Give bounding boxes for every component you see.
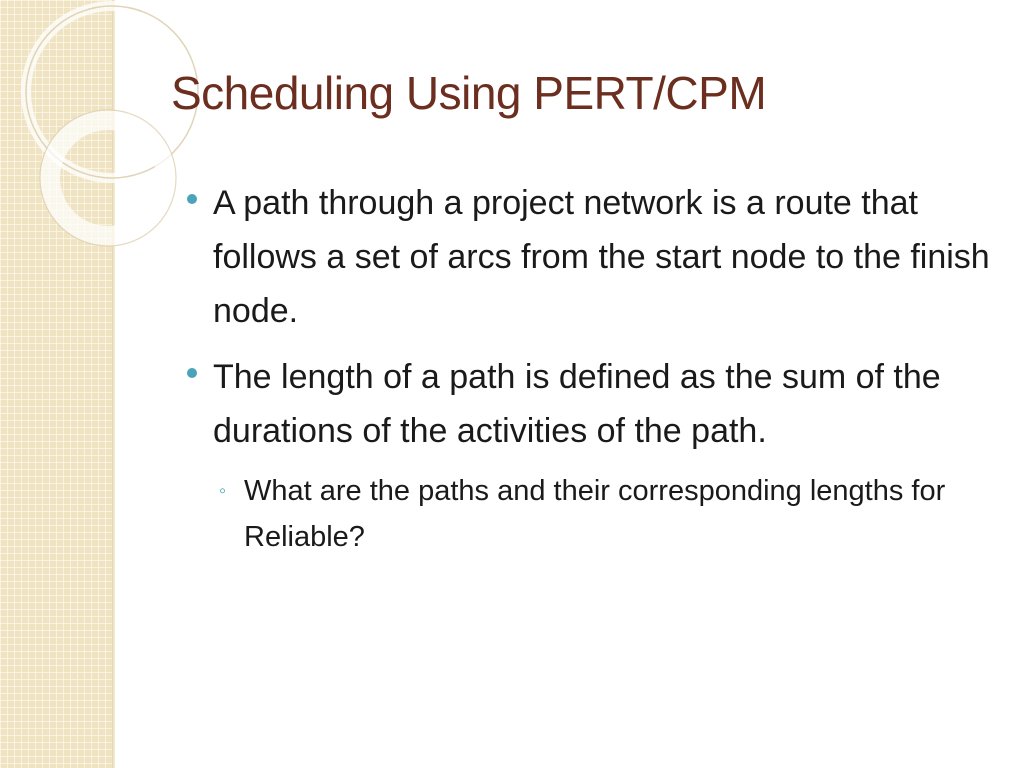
slide-title: Scheduling Using PERT/CPM <box>171 67 767 119</box>
bullet-dot-icon <box>187 368 197 378</box>
bullet-item <box>183 350 993 458</box>
slide-body <box>183 176 993 560</box>
sub-bullet-text: What are the paths and their corresponding lengths for Reliable? <box>244 475 946 553</box>
bullet-dot-icon <box>187 194 197 204</box>
bullet-text: A path through a project network is a route that follows a set of arcs from the start node to the finish node. <box>213 184 990 330</box>
bullet-item <box>183 176 993 338</box>
sub-bullet-ring-icon: ◦ <box>219 480 227 502</box>
bullet-text: The length of a path is defined as the sum of the durations of the activities of the path. <box>213 358 941 450</box>
decorative-rings-icon <box>0 0 130 260</box>
sub-bullet-item <box>183 468 993 560</box>
